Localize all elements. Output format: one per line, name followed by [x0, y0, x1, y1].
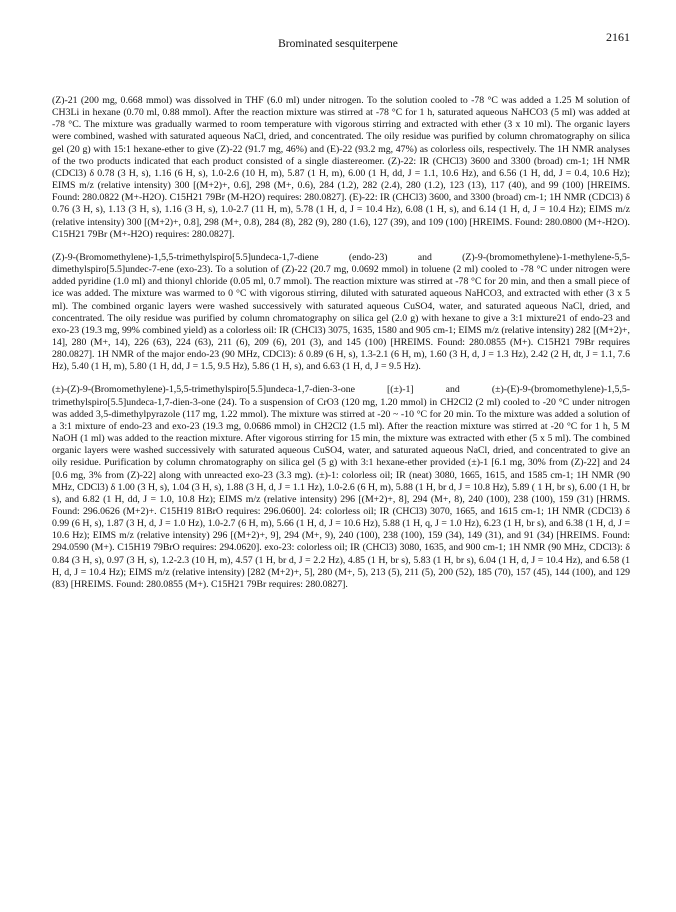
running-title: Brominated sesquiterpene	[278, 38, 398, 50]
page-number: 2161	[606, 30, 630, 44]
experimental-section	[52, 95, 630, 602]
paragraph-endo-exo-23: (Z)-9-(Bromomethylene)-1,5,5-trimethylspiro[5.5]undeca-1,7-diene (endo-23) and (Z)-9-(bromomethylene)-1-methylene-5,5-dimethylspiro[5.5]undec-7-ene (exo-23). To a solution of (Z)-22 (20.7 mg, 0.0692 mmol) in toluene (2 ml) cooled to -78 °C under nitrogen were added pyridine (1.0 ml) and thionyl chloride (0.05 ml, 0.7 mmol). The reaction mixture was stirred at -78 °C for 20 min, and then a small piece of ice was added. The mixture was warmed to 0 °C with vigorous stirring, diluted with saturated aqueous NaHCO3, and extracted with ether (3 x 5 ml). The combined organic layers were washed successively with saturated aqueous CuSO4, water, and saturated aqueous NaCl, dried, and concentrated. The oily residue was purified by column chromatography on silica gel (2.0 g) with hexane to give a 3:1 mixture21 of endo-23 and exo-23 (19.3 mg, 99% combined yield) as a colorless oil: IR (CHCl3) 3075, 1635, 1580 and 905 cm-1; EIMS m/z (relative intensity) 282 [(M+2)+, 14], 280 (M+, 14), 226 (63), 224 (63), 211 (6), 209 (6), 201 (3), and 145 (100) [HREIMS. Found: 280.0855 (M+). C15H21 79Br requires 280.0827]. 1H NMR of the major endo-23 (90 MHz, CDCl3): δ 0.89 (6 H, s), 1.3-2.1 (6 H, m), 1.60 (3 H, d, J = 1.3 Hz), 2.42 (2 H, dt, J = 1.1, 7.6 Hz), 5.40 (1 H, m), 5.80 (1 H, dd, J = 1.5, 9.5 Hz), 5.86 (1 H, s), and 6.63 (1 H, d, J = 9.5 Hz).	[52, 251, 630, 373]
paragraph-oxidation-product-1: (±)-(Z)-9-(Bromomethylene)-1,5,5-trimethylspiro[5.5]undeca-1,7-dien-3-one [(±)-1] and (±)-(E)-9-(bromomethylene)-1,5,5-trimethylspiro[5.5]undeca-1,7-dien-3-one (24). To a suspension of CrO3 (120 mg, 1.20 mmol) in CH2Cl2 (2 ml) cooled to -20 °C under nitrogen was added 3,5-dimethylpyrazole (117 mg, 1.22 mmol). The mixture was stirred at -20 ~ -10 °C for 20 min. To the mixture was added a solution of a 3:1 mixture of endo-23 and exo-23 (19.3 mg, 0.0686 mmol) in CH2Cl2 (1.5 ml). After the reaction mixture was stirred at -20 °C for 1 h, 5 M NaOH (1 ml) was added to the reaction mixture. After vigorous stirring for 15 min, the mixture was extracted with ether (5 x 5 ml). The combined organic layers were washed successively with saturated aqueous CuSO4, water, and saturated aqueous NaCl, dried, and concentrated to give an oily residue. Purification by column chromatography on silica gel (5 g) with 3:1 hexane-ether provided (±)-1 [6.1 mg, 30% from (Z)-22] and 24 [0.6 mg, 3% from (Z)-22] along with unreacted exo-23 (3.3 mg). (±)-1: colorless oil; IR (neat) 3080, 1665, 1615, and 1585 cm-1; 1H NMR (90 MHz, CDCl3) δ 1.00 (3 H, s), 1.04 (3 H, s), 1.88 (3 H, d, J = 1.1 Hz), 1.0-2.6 (6 H, m), 5.88 (1 H, br d, J = 10.8 Hz), 5.89 ( 1 H, br s), 6.00 (1 H, br s), and 6.82 (1 H, dd, J = 1.0, 10.8 Hz); EIMS m/z (relative intensity) 296 [(M+2)+, 8], 294 (M+, 8), 240 (100), 238 (100), 159 (31) [HRMS. Found: 296.0626 (M+2)+. C15H19 81BrO requires: 296.0600]. 24: colorless oil; IR (CHCl3) 3070, 1665, and 1615 cm-1; 1H NMR (CDCl3) δ 0.99 (6 H, s), 1.87 (3 H, d, J = 1.0 Hz), 1.0-2.7 (6 H, m), 5.66 (1 H, d, J = 10.6 Hz), 5.88 (1 H, q, J = 1.0 Hz), 6.23 (1 H, br s), and 6.38 (1 H, d, J = 10.6 Hz); EIMS m/z (relative intensity) 296 [(M+2)+, 9], 294 (M+, 9), 240 (100), 238 (100), 159 (34), 149 (31), and 91 (34) [HREIMS. Found: 294.0590 (M+). C15H19 79BrO requires: 294.0620]. exo-23: colorless oil; IR (CHCl3) 3080, 1635, and 900 cm-1; 1H NMR (90 MHz, CDCl3): δ 0.84 (3 H, s), 0.97 (3 H, s), 1.2-2.3 (10 H, m), 4.57 (1 H, br d, J = 2.2 Hz), 4.85 (1 H, br s), 5.83 (1 H, br s), 6.04 (1 H, d, J = 10.4 Hz), and 6.58 (1 H, d, J = 10.4 Hz); EIMS m/z (relative intensity) [282 (M+2)+, 5], 280 (M+, 5), 213 (5), 211 (5), 200 (52), 185 (70), 157 (45), 144 (100), and 129 (83) [HREIMS. Found: 280.0855 (M+). C15H21 79Br requires: 280.0827].	[52, 384, 630, 590]
paragraph-z21-methylation: (Z)-21 (200 mg, 0.668 mmol) was dissolved in THF (6.0 ml) under nitrogen. To the solution cooled to -78 °C was added a 1.25 M solution of CH3Li in hexane (0.70 ml, 0.88 mmol). After the reaction mixture was stirred at -78 °C for 1 h, saturated aqueous NaHCO3 (5 ml) was added at -78 °C. The mixture was gradually warmed to room temperature with vigorous stirring and extracted with ether (3 x 10 ml). The organic layers were combined, washed with saturated aqueous NaCl, dried, and concentrated. The oily residue was purified by column chromatography on silica gel (20 g) with 15:1 hexane-ether to give (Z)-22 (91.7 mg, 46%) and (E)-22 (93.2 mg, 47%) as colorless oils, respectively. The 1H NMR analyses of the two products indicated that each product consisted of a single diastereomer. (Z)-22: IR (CHCl3) 3600 and 3300 (broad) cm-1; 1H NMR (CDCl3) δ 0.78 (3 H, s), 1.16 (6 H, s), 1.0-2.6 (10 H, m), 5.87 (1 H, m), 6.00 (1 H, dd, J = 1.1, 10.6 Hz), and 6.56 (1 H, dd, J = 0.4, 10.6 Hz); EIMS m/z (relative intensity) 300 [(M+2)+, 0.6], 298 (M+, 0.6), 284 (1.2), 282 (2.4), 280 (1.2), 123 (13), 117 (40), and 99 (100) [HREIMS. Found: 280.0822 (M+-H2O). C15H21 79Br (M-H2O) requires: 280.0827]. (E)-22: IR (CHCl3) 3600, and 3300 (broad) cm-1; 1H NMR (CDCl3) δ 0.76 (3 H, s), 1.13 (3 H, s), 1.16 (3 H, s), 1.0-2.7 (11 H, m), 5.78 (1 H, d, J = 10.4 Hz), 6.08 (1 H, s), and 6.14 (1 H, d, J = 10.4 Hz); EIMS m/z (relative intensity) 300 [(M+2)+, 0.8], 298 (M+, 0.8), 284 (8), 282 (9), 280 (1.6), 127 (39), and 109 (100) [HREIMS. Found: 280.0800 (M+-H2O). C15H21 79Br (M+-H2O) requires: 280.0827].	[52, 95, 630, 240]
